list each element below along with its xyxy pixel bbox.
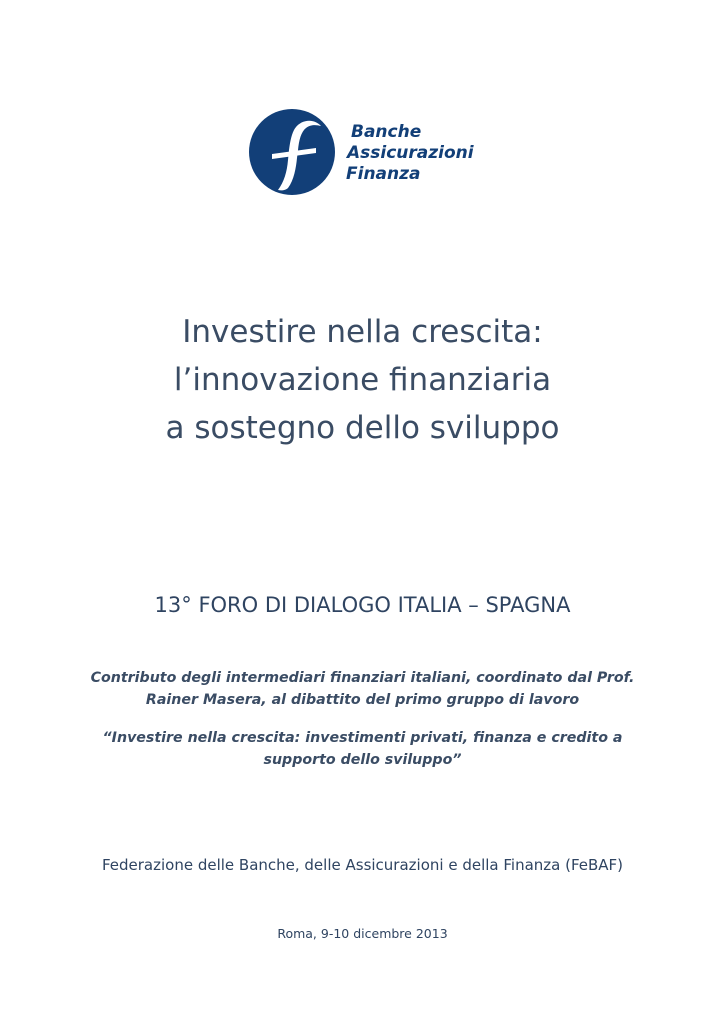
contribution-text — [40, 667, 685, 711]
logo-wordmark — [346, 122, 474, 185]
federation-name: Federazione delle Banche, delle Assicurazioni e della Finanza (FeBAF) — [101, 856, 624, 874]
document-title — [0, 308, 725, 452]
forum-heading: 13° FORO DI DIALOGO ITALIA – SPAGNA — [154, 593, 571, 617]
quote-line-1: “Investire nella crescita: investimenti privati, finanza e credito a — [102, 730, 623, 746]
title-line-2: l’innovazione finanziaria — [173, 362, 552, 398]
contribution-line-2: Rainer Masera, al dibattito del primo gruppo di lavoro — [145, 692, 580, 708]
contribution-line-1: Contributo degli intermediari finanziari italiani, coordinato dal Prof. — [90, 670, 635, 686]
place-and-date: Roma, 9-10 dicembre 2013 — [277, 926, 448, 941]
logo-line-assicurazioni: Assicurazioni — [347, 143, 474, 163]
quote-line-2: supporto dello sviluppo” — [263, 752, 462, 768]
logo-line-finanza: Finanza — [346, 164, 421, 184]
logo-line-banche: Banche — [351, 122, 422, 142]
febaf-logo — [248, 108, 488, 198]
title-line-3: a sostegno dello sviluppo — [165, 410, 560, 446]
f-letter-circle-logo-icon — [248, 108, 338, 198]
title-line-1: Investire nella crescita: — [182, 314, 543, 350]
working-group-quote — [40, 727, 685, 771]
